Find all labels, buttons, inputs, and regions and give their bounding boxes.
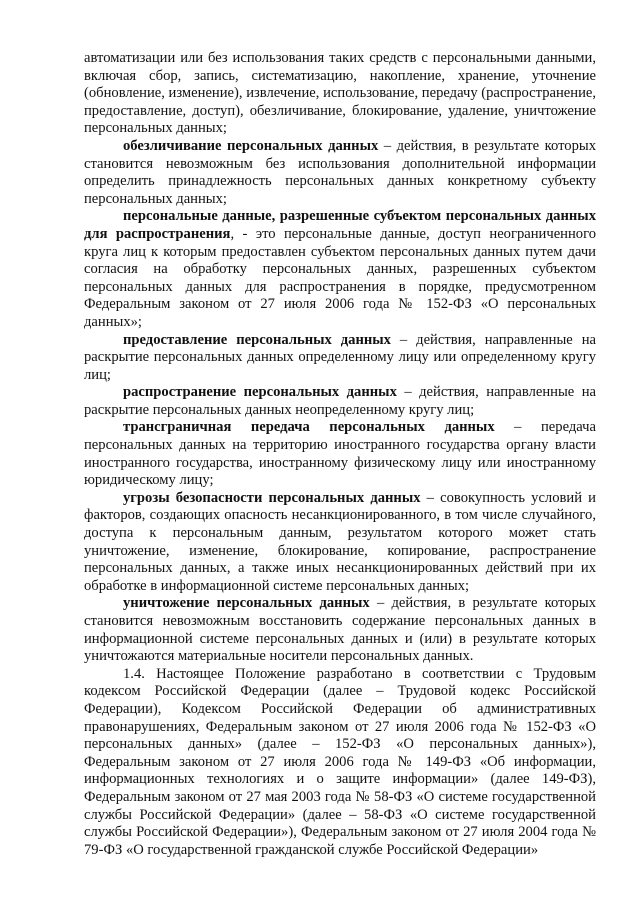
document-page <box>84 50 596 859</box>
paragraph-1-4-legal-basis: 1.4. Настоящее Положение разработано в соответствии с Трудовым кодексом Российской Федерации (далее – Трудовой кодекс Российской Федерации), Кодексом Российской Федерации об административных правонарушениях, Федеральным законом от 27 июля 2006 года № 152-ФЗ «О персональных данных» (далее – 152-ФЗ «О персональных данных»), Федеральным законом от 27 июля 2006 года № 149-ФЗ «Об информации, информационных технологиях и о защите информации» (далее 149-ФЗ), Федеральным законом от 27 мая 2003 года № 58-ФЗ «О системе государственной службы Российской Федерации» (далее – 58-ФЗ «О системе государственной службы Российской Федерации»), Федеральным законом от 27 июля 2004 года № 79-ФЗ «О государственной гражданской службе Российской Федерации» <box>84 665 596 858</box>
paragraph-processing-continuation: автоматизации или без использования таких средств с персональными данными, включая сбор, запись, систематизацию, накопление, хранение, уточнение (обновление, изменение), извлечение, использование, передачу (распространение, предоставление, доступ), обезличивание, блокирование, удаление, уничтожение персональных данных; <box>84 50 596 137</box>
definition-text: – передача персональных данных на территорию иностранного государства органу власти иностранного государства, иностранному физическому лицу или иностранному юридическому лицу; <box>84 419 596 489</box>
term-security-threats: угрозы безопасности персональных данных <box>123 489 421 506</box>
definition-text: – действия, в результате которых становится невозможным восстановить содержание персональных данных в информационной системе персональных данных и (или) в результате которых уничтожаются материальные носители персональных данных. <box>84 595 597 665</box>
definition-cross-border-transfer <box>84 419 596 489</box>
definition-text: , - это персональные данные, доступ неограниченного круга лиц к которым предоставлен субъектом персональных данных путем дачи согласия на обработку персональных данных, разрешенных субъектом персональных данных для распространения в порядке, предусмотренном Федеральным законом от 27 июля 2006 года № 152-ФЗ «О персональных данных»; <box>84 225 597 330</box>
definition-text: – действия, направленные на раскрытие персональных данных неопределенному кругу лиц; <box>84 384 596 418</box>
term-provision: предоставление персональных данных <box>123 331 391 348</box>
definition-destruction <box>84 595 596 665</box>
definition-distribution <box>84 384 596 419</box>
definition-text: – действия, в результате которых становится невозможным без использования дополнительной информации определить принадлежность персональных данных конкретному субъекту персональных данных; <box>84 137 596 207</box>
definition-text: – совокупность условий и факторов, создающих опасность несанкционированного, в том числе случайного, доступа к персональным данным, результатом которого может стать уничтожение, изменение, блокирование, копирование, распространение персональных данных, а также иных несанкционированных действий при их обработке в информационной системе персональных данных; <box>84 489 596 594</box>
definition-text: – действия, направленные на раскрытие персональных данных определенному лицу или определенному кругу лиц; <box>84 331 596 383</box>
term-cross-border-transfer: трансграничная передача персональных данных <box>123 419 495 436</box>
term-destruction: уничтожение персональных данных <box>123 595 370 612</box>
term-permitted-for-distribution: персональные данные, разрешенные субъектом персональных данных для распространения <box>84 208 596 242</box>
term-depersonalization: обезличивание персональных данных <box>123 137 379 154</box>
term-distribution: распространение персональных данных <box>123 384 397 401</box>
definition-provision <box>84 332 596 385</box>
definition-permitted-for-distribution <box>84 208 596 331</box>
definition-security-threats <box>84 490 596 596</box>
definition-depersonalization <box>84 138 596 208</box>
